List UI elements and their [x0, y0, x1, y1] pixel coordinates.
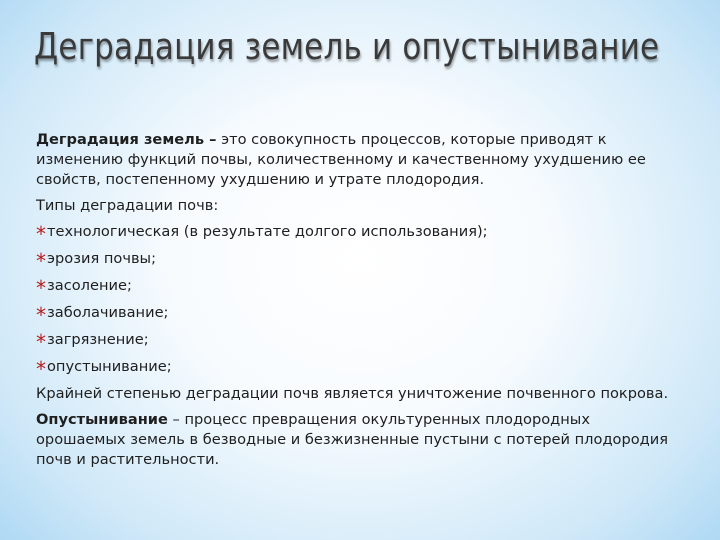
star-bullet-icon: *	[36, 222, 46, 246]
definition-term: Деградация земель –	[36, 131, 217, 148]
slide-title: Деградация земель и опустынивание	[34, 26, 660, 69]
list-item	[36, 276, 676, 300]
list-item-text: заболачивание;	[47, 304, 169, 321]
definition-paragraph	[36, 130, 676, 190]
list-item	[36, 303, 676, 327]
star-bullet-icon: *	[36, 303, 46, 327]
list-item	[36, 330, 676, 354]
list-item	[36, 357, 676, 381]
desertification-text: – процесс превращения окультуренных плодородных орошаемых земель в безводные и безжизненные пустыни с потерей плодородия почв и растительности.	[36, 411, 669, 468]
types-list	[36, 222, 676, 381]
list-item-text: засоление;	[47, 277, 132, 294]
list-item-text: технологическая (в результате долгого использования);	[47, 223, 488, 240]
extreme-degradation-paragraph: Крайней степенью деградации почв является уничтожение почвенного покрова.	[36, 385, 669, 402]
list-item	[36, 249, 676, 273]
star-bullet-icon: *	[36, 276, 46, 300]
list-item-text: загрязнение;	[47, 331, 149, 348]
desertification-term: Опустынивание	[36, 411, 168, 428]
list-item-text: эрозия почвы;	[47, 250, 156, 267]
list-item	[36, 222, 676, 246]
list-item-text: опустынивание;	[47, 358, 172, 375]
star-bullet-icon: *	[36, 249, 46, 273]
slide-content	[36, 130, 676, 476]
desertification-paragraph	[36, 410, 676, 470]
star-bullet-icon: *	[36, 330, 46, 354]
definition-text: это совокупность процессов, которые приводят к изменению функций почвы, количественному и качественному ухудшению ее свойств, постепенному ухудшению и утрате плодородия.	[36, 131, 646, 188]
types-heading: Типы деградации почв:	[36, 197, 219, 214]
star-bullet-icon: *	[36, 357, 46, 381]
